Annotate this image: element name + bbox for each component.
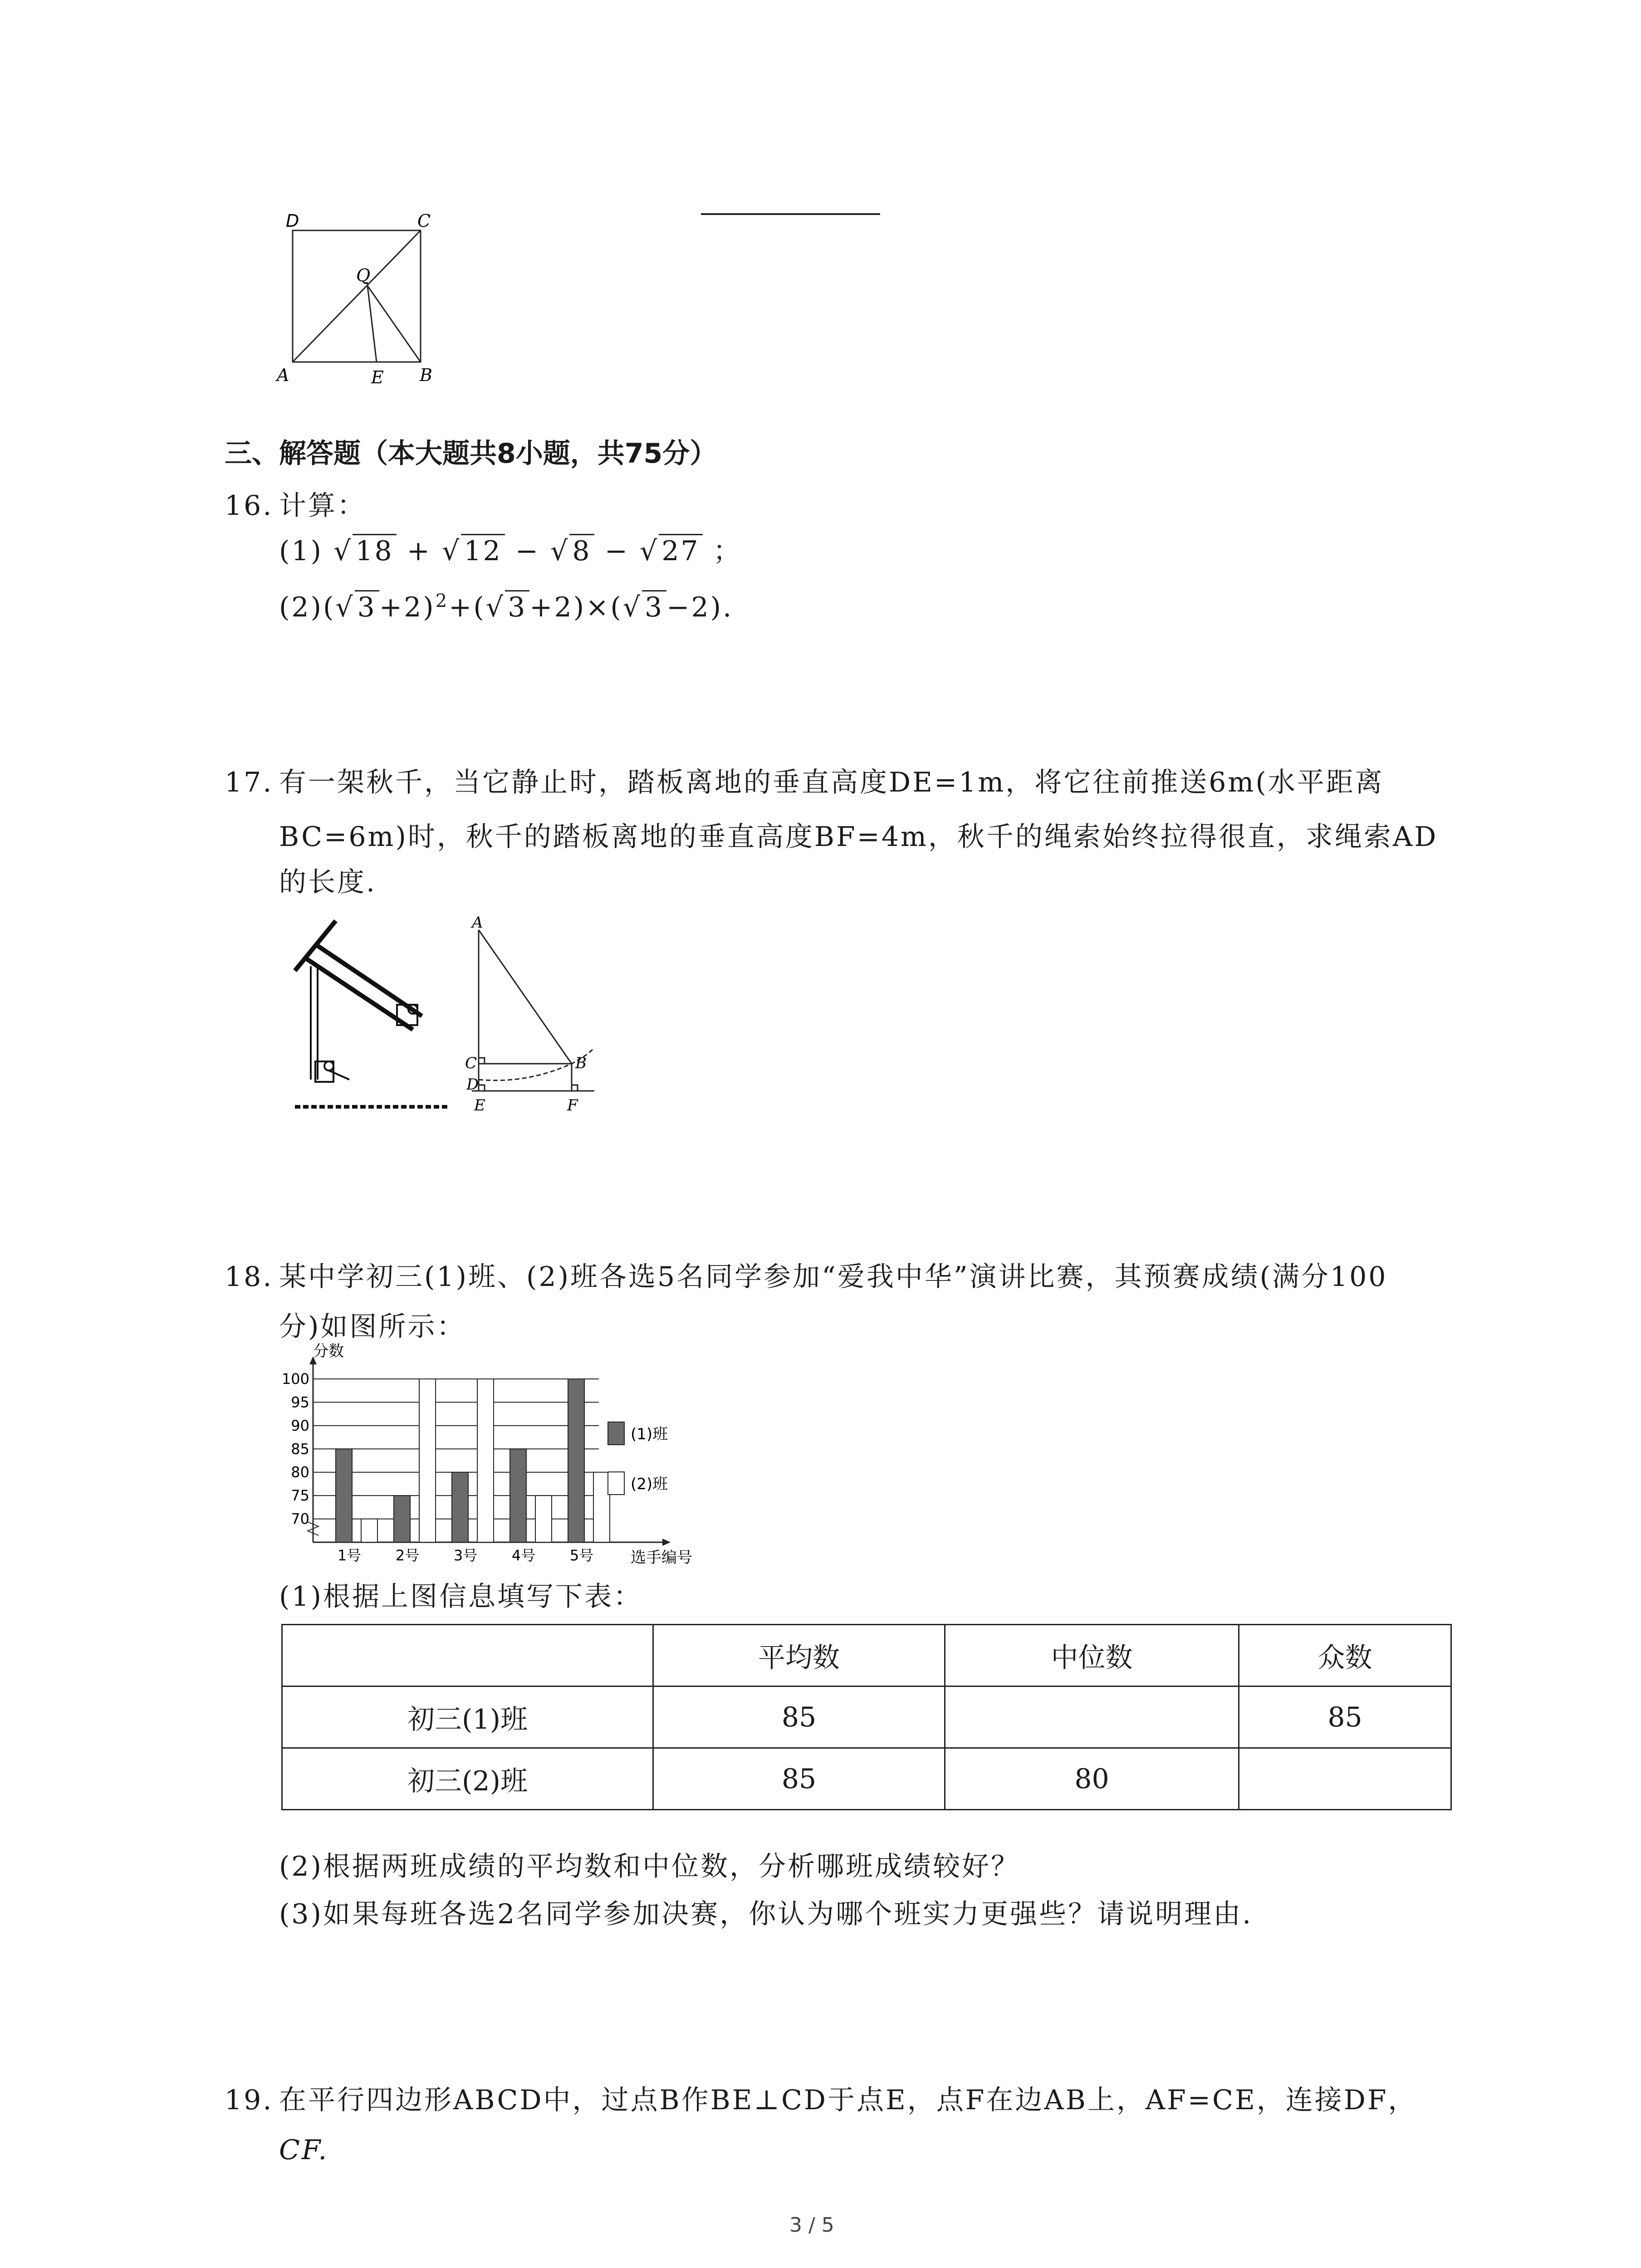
bar xyxy=(477,1379,494,1542)
bar xyxy=(394,1496,410,1542)
table-row xyxy=(282,1686,1451,1748)
label-a: A xyxy=(472,914,483,932)
page-number: 3 / 5 xyxy=(789,2214,834,2237)
x-axis-arrow xyxy=(662,1539,671,1546)
y-axis-label: 分数 xyxy=(313,1343,344,1360)
legend-swatch xyxy=(608,1422,624,1445)
child-head-icon xyxy=(324,1061,333,1070)
table-header-cell: 中位数 xyxy=(945,1625,1239,1686)
q18-number: 18. xyxy=(225,1261,274,1293)
sqrt-8: √ 8 xyxy=(550,538,594,565)
label-c: C xyxy=(465,1054,477,1072)
answer-blank-line xyxy=(701,213,880,215)
label-b: B xyxy=(420,365,432,385)
label-d: D xyxy=(286,211,299,231)
child-body xyxy=(329,1070,349,1080)
table-cell: 初三(2)班 xyxy=(282,1748,653,1810)
q16-p2-b: +( xyxy=(449,591,486,623)
q16-part2 xyxy=(279,592,733,621)
q17-line3: 的长度. xyxy=(279,866,377,898)
table-cell: 初三(1)班 xyxy=(282,1686,653,1748)
sqrt-18: √ 18 xyxy=(333,538,397,565)
q16-p2-c: +2)×( xyxy=(529,591,623,623)
q16-prompt: 计算： xyxy=(279,490,366,522)
q17-geometry-figure xyxy=(458,912,612,1120)
bar xyxy=(568,1379,584,1542)
label-c: C xyxy=(417,211,431,231)
q17-number: 17. xyxy=(225,767,274,798)
right-angle-e xyxy=(479,1085,485,1091)
y-tick-label: 80 xyxy=(291,1463,309,1481)
legend-swatch xyxy=(608,1472,624,1495)
op-plus: + xyxy=(407,535,432,567)
label-e: E xyxy=(371,367,384,387)
label-q: Q xyxy=(356,265,371,285)
table-cell: 85 xyxy=(653,1748,945,1810)
q19-line2: CF. xyxy=(279,2134,329,2166)
section-heading: 三、解答题（本大题共8小题，共75分） xyxy=(225,438,717,469)
x-tick-label: 1号 xyxy=(337,1547,362,1564)
x-tick-label: 4号 xyxy=(511,1547,536,1564)
op-minus: − xyxy=(515,535,540,567)
q15-square-figure xyxy=(268,209,458,390)
label-f: F xyxy=(567,1096,578,1114)
q16-p1-label: (1) xyxy=(279,535,323,567)
swing-illustration xyxy=(286,912,467,1120)
table-cell: 85 xyxy=(1239,1686,1451,1748)
bar xyxy=(336,1449,352,1542)
sqrt-12: √ 12 xyxy=(442,538,505,565)
label-e: E xyxy=(474,1096,485,1114)
y-tick-label: 95 xyxy=(291,1393,309,1411)
bar xyxy=(535,1496,552,1542)
right-angle-f xyxy=(572,1085,578,1091)
x-tick-label: 2号 xyxy=(395,1547,420,1564)
label-d: D xyxy=(466,1075,479,1094)
q19-line1: 在平行四边形ABCD中，过点B作BE⊥CD于点E，点F在边AB上，AF=CE，连接DF， xyxy=(279,2084,1417,2116)
x-tick-label: 5号 xyxy=(569,1547,594,1564)
y-tick-label: 75 xyxy=(291,1487,309,1505)
y-tick-label: 70 xyxy=(291,1510,309,1528)
q18-sub1: (1)根据上图信息填写下表： xyxy=(279,1581,642,1613)
table-header-row xyxy=(282,1625,1451,1686)
q17-line2: BC=6m)时，秋千的踏板离地的垂直高度BF=4m，秋千的绳索始终拉得很直，求绳索AD xyxy=(279,821,1438,853)
x-axis-label: 选手编号 xyxy=(631,1549,692,1567)
op-minus-2: − xyxy=(604,535,629,567)
score-table xyxy=(281,1624,1452,1810)
table-cell: 80 xyxy=(945,1748,1239,1810)
legend-label: (2)班 xyxy=(631,1475,668,1493)
bar xyxy=(361,1519,377,1542)
exponent-2: 2 xyxy=(435,591,449,611)
q16-p2-a: +2) xyxy=(379,591,436,623)
table-cell: 85 xyxy=(653,1686,945,1748)
q16-number: 16. xyxy=(225,490,274,522)
line-ab xyxy=(479,930,572,1064)
diagonal-ac xyxy=(293,230,421,362)
table-header-cell xyxy=(282,1625,653,1686)
table-cell xyxy=(945,1686,1239,1748)
q17-line1: 有一架秋千，当它静止时，踏板离地的垂直高度DE=1m，将它往前推送6m(水平距离 xyxy=(279,767,1384,798)
sqrt-3-b: √ 3 xyxy=(486,594,529,621)
bar xyxy=(452,1472,468,1542)
bar xyxy=(419,1379,436,1542)
table-cell xyxy=(1239,1748,1451,1810)
label-b: B xyxy=(575,1054,587,1072)
q16-part1 xyxy=(279,535,742,567)
y-tick-label: 100 xyxy=(281,1370,309,1388)
bar xyxy=(593,1472,610,1542)
sqrt-3-a: √ 3 xyxy=(335,594,379,621)
q16-p2-d: −2). xyxy=(666,591,734,623)
q16-p2-label: (2)( xyxy=(279,591,336,623)
legend-label: (1)班 xyxy=(631,1425,668,1443)
q18-sub3: (3)如果每班各选2名同学参加决赛，你认为哪个班实力更强些？请说明理由. xyxy=(279,1898,1253,1930)
sqrt-3-c: √ 3 xyxy=(623,594,666,621)
q19-number: 19. xyxy=(225,2084,274,2116)
table-header-cell: 平均数 xyxy=(653,1625,945,1686)
bar xyxy=(510,1449,526,1542)
score-bar-chart xyxy=(272,1343,753,1583)
q18-line1: 某中学初三(1)班、(2)班各选5名同学参加“爱我中华”演讲比赛，其预赛成绩(满分100 xyxy=(279,1261,1388,1293)
semicolon: ； xyxy=(713,535,742,567)
label-a: A xyxy=(277,365,289,385)
q18-line2: 分)如图所示： xyxy=(279,1311,466,1343)
x-tick-label: 3号 xyxy=(453,1547,478,1564)
table-header-cell: 众数 xyxy=(1239,1625,1451,1686)
q18-sub2: (2)根据两班成绩的平均数和中位数，分析哪班成绩较好？ xyxy=(279,1851,1020,1882)
sqrt-27: √ 27 xyxy=(640,538,703,565)
right-angle-c xyxy=(479,1058,485,1064)
table-row xyxy=(282,1748,1451,1810)
y-tick-label: 85 xyxy=(291,1440,309,1458)
y-tick-label: 90 xyxy=(291,1417,309,1434)
